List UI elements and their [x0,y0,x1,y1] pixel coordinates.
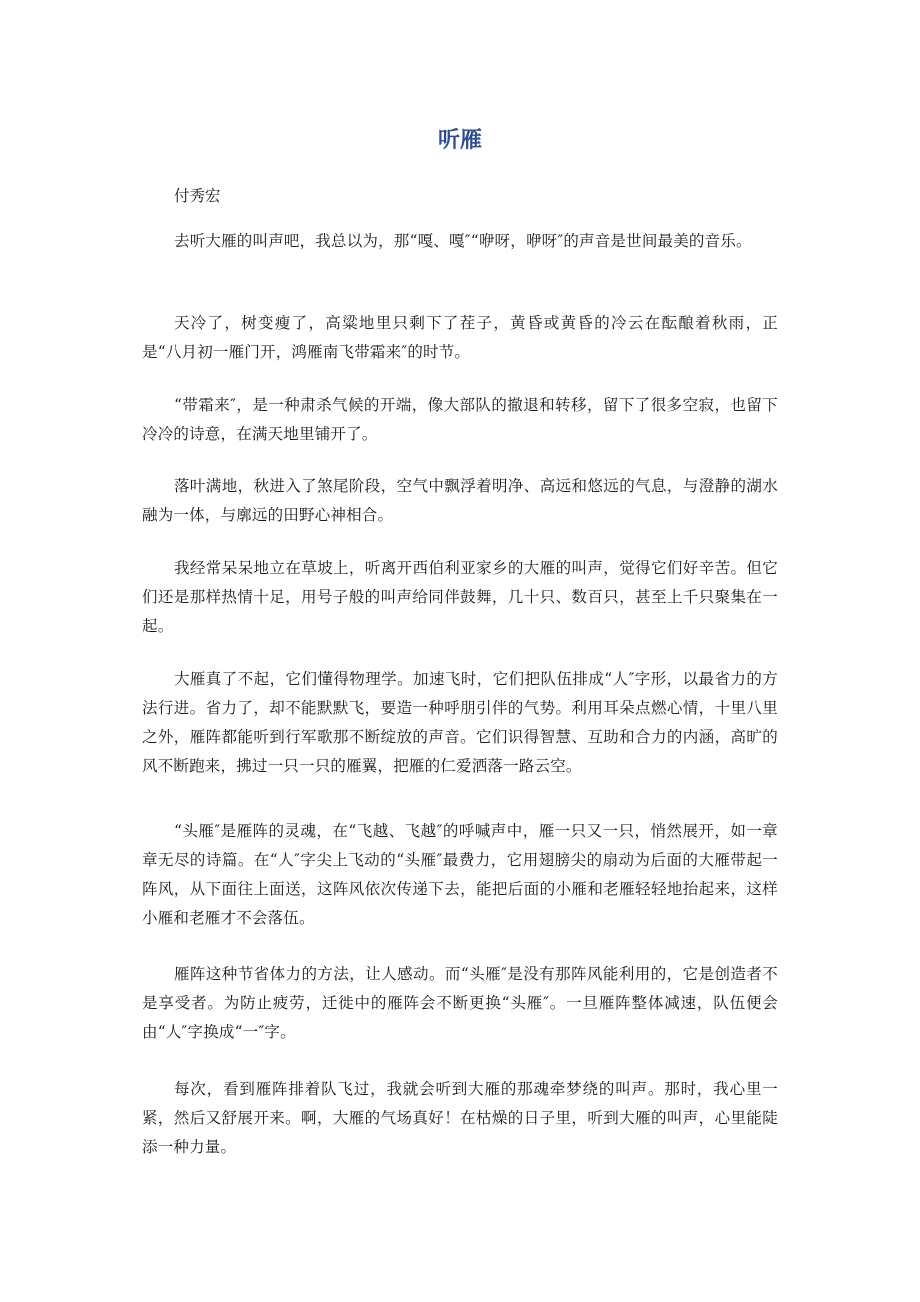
paragraph-6: 大雁真了不起，它们懂得物理学。加速飞时，它们把队伍排成“人″字形，以最省力的方法行进。省力了，却不能默默飞，要造一种呼朋引伴的气势。利用耳朵点燃心情，十里八里之外，雁阵都能听到行军歌那不断绽放的声音。它们识得智慧、互助和合力的内涵，高旷的风不断跑来，拂过一只一只的雁翼，把雁的仁爱洒落一路云空。 [142,670,778,775]
paragraph-1: 去听大雁的叫声吧，我总以为，那“嘎、嘎″“咿呀，咿呀″的声音是世间最美的音乐。 [174,232,752,250]
paragraph-4: 落叶满地，秋进入了煞尾阶段，空气中飘浮着明净、高远和悠远的气息，与澄静的湖水融为一体，与廓远的田野心神相合。 [142,477,778,524]
article-title: 听雁 [437,128,482,153]
paragraph-8: 雁阵这种节省体力的方法，让人感动。而“头雁″是没有那阵风能利用的，它是创造者不是享受者。为防止疲劳，迁徙中的雁阵会不断更换“头雁″。一旦雁阵整体减速，队伍便会由“人″字换成“一″字。 [142,965,778,1041]
paragraph-2: 天冷了，树变瘦了，高粱地里只剩下了茬子，黄昏或黄昏的冷云在酝酿着秋雨，正是“八月初一雁门开，鸿雁南飞带霜来″的时节。 [142,314,778,361]
paragraph-9: 每次，看到雁阵排着队飞过，我就会听到大雁的那魂牵梦绕的叫声。那时，我心里一紧，然后又舒展开来。啊，大雁的气场真好！在枯燥的日子里，听到大雁的叫声，心里能陡添一种力量。 [142,1080,778,1156]
article-author: 付秀宏 [174,187,221,205]
paragraph-5: 我经常呆呆地立在草坡上，听离开西伯利亚家乡的大雁的叫声，觉得它们好辛苦。但它们还是那样热情十足，用号子般的叫声给同伴鼓舞，几十只、数百只，甚至上千只聚集在一起。 [142,559,778,635]
paragraph-7: “头雁″是雁阵的灵魂，在“飞越、飞越″的呼喊声中，雁一只又一只，悄然展开，如一章章无尽的诗篇。在“人″字尖上飞动的“头雁″最费力，它用翅膀尖的扇动为后面的大雁带起一阵风，从下面往上面送，这阵风依次传递下去，能把后面的小雁和老雁轻轻地抬起来，这样小雁和老雁才不会落伍。 [142,822,778,927]
paragraph-3: “带霜来″，是一种肃杀气候的开端，像大部队的撤退和转移，留下了很多空寂，也留下冷冷的诗意，在满天地里铺开了。 [142,396,778,443]
